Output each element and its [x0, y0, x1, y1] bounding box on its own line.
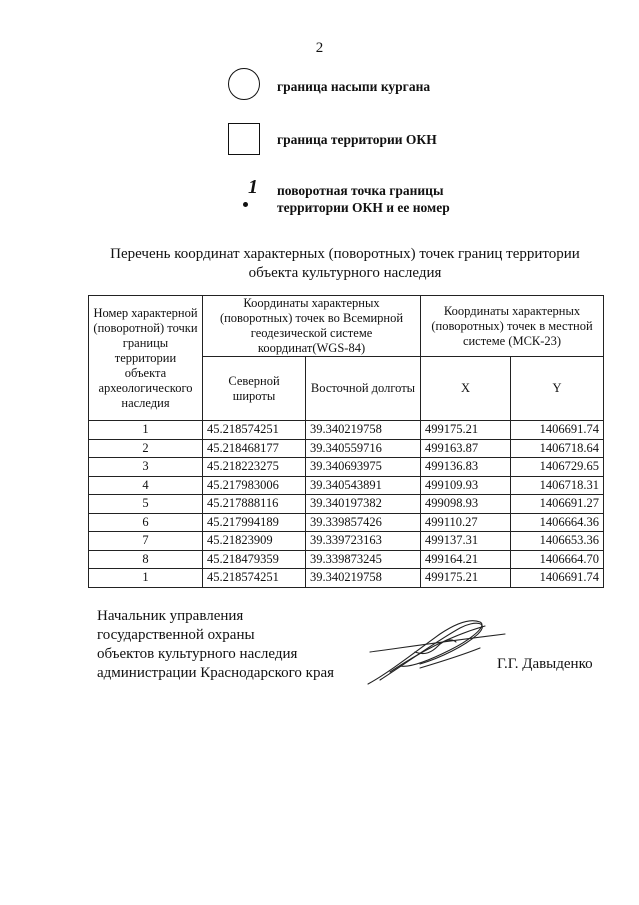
- longitude-cell: 39.339873245: [306, 550, 421, 569]
- longitude-cell: 39.339723163: [306, 532, 421, 551]
- signatory-title-line3: объектов культурного наследия: [97, 646, 298, 662]
- point-number-cell: 8: [89, 550, 203, 569]
- table-row: [89, 458, 604, 477]
- header-x: X: [421, 357, 511, 421]
- signatory-name: Г.Г. Давыденко: [497, 656, 593, 672]
- longitude-cell: 39.340559716: [306, 439, 421, 458]
- y-coordinate-cell: 1406691.27: [511, 495, 604, 514]
- latitude-cell: 45.217983006: [203, 476, 306, 495]
- mound-boundary-circle-icon: [228, 68, 260, 100]
- longitude-cell: 39.340543891: [306, 476, 421, 495]
- latitude-cell: 45.217994189: [203, 513, 306, 532]
- table-row: [89, 569, 604, 588]
- handwritten-signature: [360, 612, 510, 690]
- y-coordinate-cell: 1406664.70: [511, 550, 604, 569]
- x-coordinate-cell: 499110.27: [421, 513, 511, 532]
- x-coordinate-cell: 499136.83: [421, 458, 511, 477]
- latitude-cell: 45.218468177: [203, 439, 306, 458]
- table-body: [89, 421, 604, 588]
- legend-turning-point-line2: территории ОКН и ее номер: [277, 200, 450, 215]
- legend-mound-boundary: граница насыпи кургана: [277, 79, 431, 94]
- point-number-cell: 1: [89, 569, 203, 588]
- x-coordinate-cell: 499137.31: [421, 532, 511, 551]
- legend-territory-boundary: граница территории ОКН: [277, 132, 437, 147]
- turning-point-icon: [240, 176, 266, 212]
- y-coordinate-cell: 1406653.36: [511, 532, 604, 551]
- signatory-title-line1: Начальник управления: [97, 608, 244, 624]
- header-latitude: Северной широты: [203, 357, 306, 421]
- x-coordinate-cell: 499175.21: [421, 569, 511, 588]
- coordinates-table: [88, 295, 604, 588]
- x-coordinate-cell: 499175.21: [421, 421, 511, 440]
- signatory-title-line4: администрации Краснодарского края: [97, 665, 335, 681]
- table-row: [89, 550, 604, 569]
- point-number-cell: 1: [89, 421, 203, 440]
- y-coordinate-cell: 1406718.64: [511, 439, 604, 458]
- latitude-cell: 45.218479359: [203, 550, 306, 569]
- longitude-cell: 39.340693975: [306, 458, 421, 477]
- point-number-cell: 3: [89, 458, 203, 477]
- y-coordinate-cell: 1406729.65: [511, 458, 604, 477]
- table-row: [89, 476, 604, 495]
- header-point-number: Номер характерной (поворотной) точки границы территории объекта археологического наследия: [89, 296, 203, 421]
- signatory-title-line2: государственной охраны: [97, 627, 255, 643]
- longitude-cell: 39.340197382: [306, 495, 421, 514]
- y-coordinate-cell: 1406718.31: [511, 476, 604, 495]
- y-coordinate-cell: 1406691.74: [511, 569, 604, 588]
- y-coordinate-cell: 1406664.36: [511, 513, 604, 532]
- territory-boundary-square-icon: [228, 123, 260, 155]
- table-row: [89, 513, 604, 532]
- x-coordinate-cell: 499163.87: [421, 439, 511, 458]
- longitude-cell: 39.339857426: [306, 513, 421, 532]
- header-y: Y: [511, 357, 604, 421]
- longitude-cell: 39.340219758: [306, 421, 421, 440]
- point-number-cell: 2: [89, 439, 203, 458]
- latitude-cell: 45.217888116: [203, 495, 306, 514]
- point-number-cell: 7: [89, 532, 203, 551]
- header-msk-group: Координаты характерных (поворотных) точек в местной системе (МСК-23): [421, 296, 604, 357]
- x-coordinate-cell: 499164.21: [421, 550, 511, 569]
- latitude-cell: 45.21823909: [203, 532, 306, 551]
- table-row: [89, 532, 604, 551]
- table-row: [89, 495, 604, 514]
- x-coordinate-cell: 499109.93: [421, 476, 511, 495]
- turning-point-dot: [243, 202, 248, 207]
- latitude-cell: 45.218574251: [203, 421, 306, 440]
- signatory-title: [97, 607, 334, 683]
- x-coordinate-cell: 499098.93: [421, 495, 511, 514]
- header-wgs-group: Координаты характерных (поворотных) точек во Всемирной геодезической системе координат(WGS-84): [203, 296, 421, 357]
- header-longitude: Восточной долготы: [306, 357, 421, 421]
- page-number: 2: [315, 40, 324, 56]
- legend-turning-point: [277, 182, 450, 216]
- table-row: [89, 439, 604, 458]
- latitude-cell: 45.218223275: [203, 458, 306, 477]
- heading-line2: объекта культурного наследия: [248, 265, 442, 281]
- latitude-cell: 45.218574251: [203, 569, 306, 588]
- point-number-cell: 5: [89, 495, 203, 514]
- y-coordinate-cell: 1406691.74: [511, 421, 604, 440]
- heading-line1: Перечень координат характерных (поворотных) точек границ территории: [110, 246, 580, 262]
- coordinates-heading: [60, 245, 630, 283]
- point-number-cell: 6: [89, 513, 203, 532]
- turning-point-number: 1: [248, 176, 258, 198]
- point-number-cell: 4: [89, 476, 203, 495]
- longitude-cell: 39.340219758: [306, 569, 421, 588]
- legend-turning-point-line1: поворотная точка границы: [277, 183, 444, 198]
- table-row: [89, 421, 604, 440]
